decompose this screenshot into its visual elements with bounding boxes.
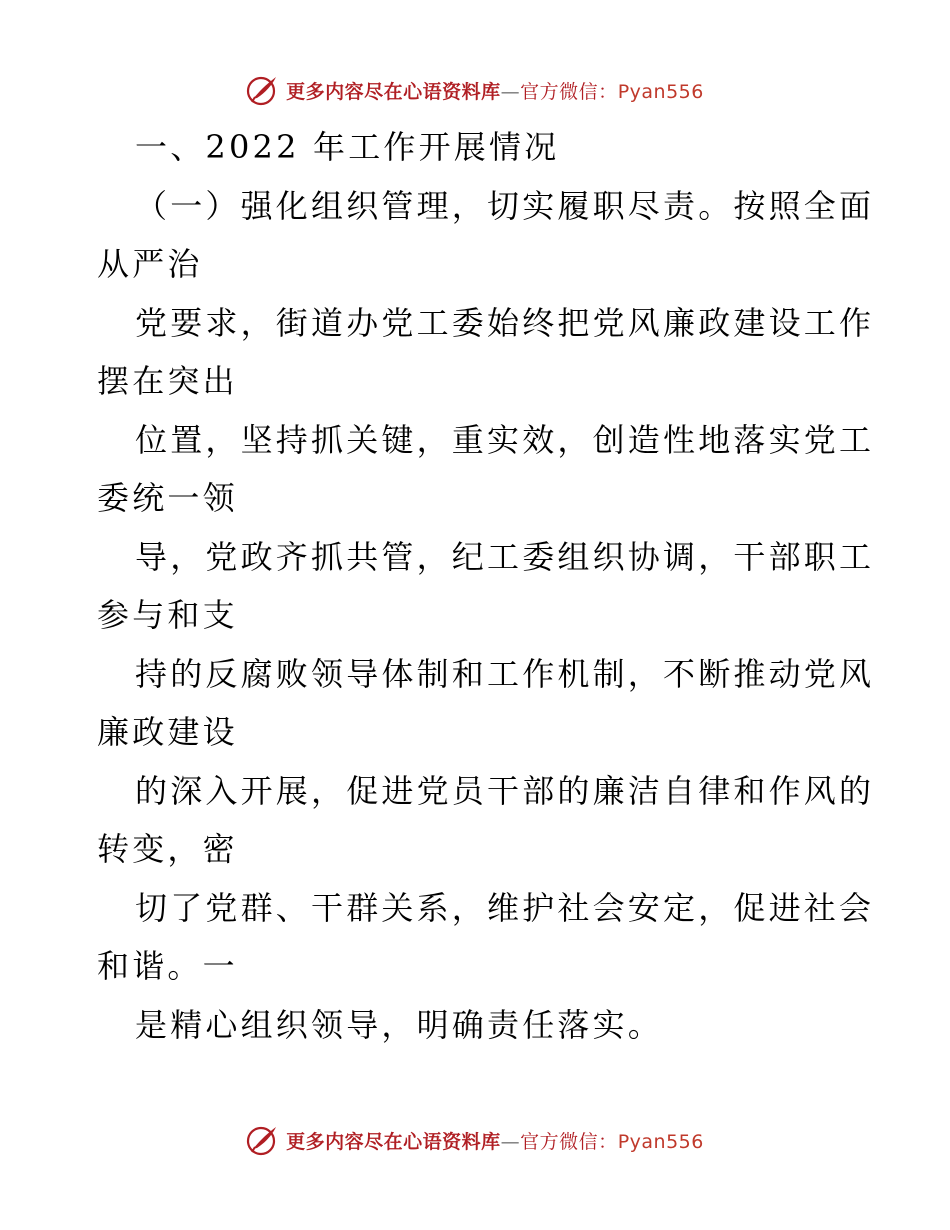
text-line: 和谐。一 — [97, 947, 238, 985]
text-line: 摆在突出 — [97, 362, 238, 400]
quill-pen-logo-icon — [246, 1123, 280, 1157]
watermark-separator: — — [500, 1130, 521, 1153]
watermark-text — [286, 77, 704, 104]
watermark-suffix: 官方微信： — [520, 1130, 618, 1153]
text-line: 从严治 — [97, 245, 203, 283]
document-body — [97, 118, 875, 1054]
watermark-separator: — — [500, 80, 521, 103]
footer-watermark — [0, 1120, 950, 1160]
text-line: 持的反腐败领导体制和工作机制，不断推动党风 — [135, 654, 875, 693]
watermark-text — [286, 1127, 704, 1154]
watermark-brand: 更多内容尽在心语资料库 — [286, 80, 501, 103]
text-line: 党要求，街道办党工委始终把党风廉政建设工作 — [135, 303, 875, 342]
watermark-suffix: 官方微信： — [520, 80, 618, 103]
text-line: 的深入开展，促进党员干部的廉洁自律和作风的 — [135, 771, 875, 810]
watermark-id: Pyan556 — [617, 1130, 704, 1153]
text-line: （一）强化组织管理，切实履职尽责。按照全面 — [135, 186, 875, 225]
text-line: 切了党群、干群关系，维护社会安定，促进社会 — [135, 888, 875, 927]
watermark-brand: 更多内容尽在心语资料库 — [286, 1130, 501, 1153]
quill-pen-logo-icon — [246, 73, 280, 107]
header-watermark — [0, 70, 950, 110]
text-line: 廉政建设 — [97, 713, 238, 751]
watermark-id: Pyan556 — [617, 80, 704, 103]
text-line: 参与和支 — [97, 596, 238, 634]
text-line: 位置，坚持抓关键，重实效，创造性地落实党工 — [135, 420, 875, 459]
text-line: 委统一领 — [97, 479, 238, 517]
text-line: 导，党政齐抓共管，纪工委组织协调，干部职工 — [135, 537, 875, 576]
text-line: 是精心组织领导，明确责任落实。 — [135, 1005, 664, 1044]
section-heading: 一、2022 年工作开展情况 — [135, 128, 560, 166]
text-line: 转变，密 — [97, 830, 238, 868]
